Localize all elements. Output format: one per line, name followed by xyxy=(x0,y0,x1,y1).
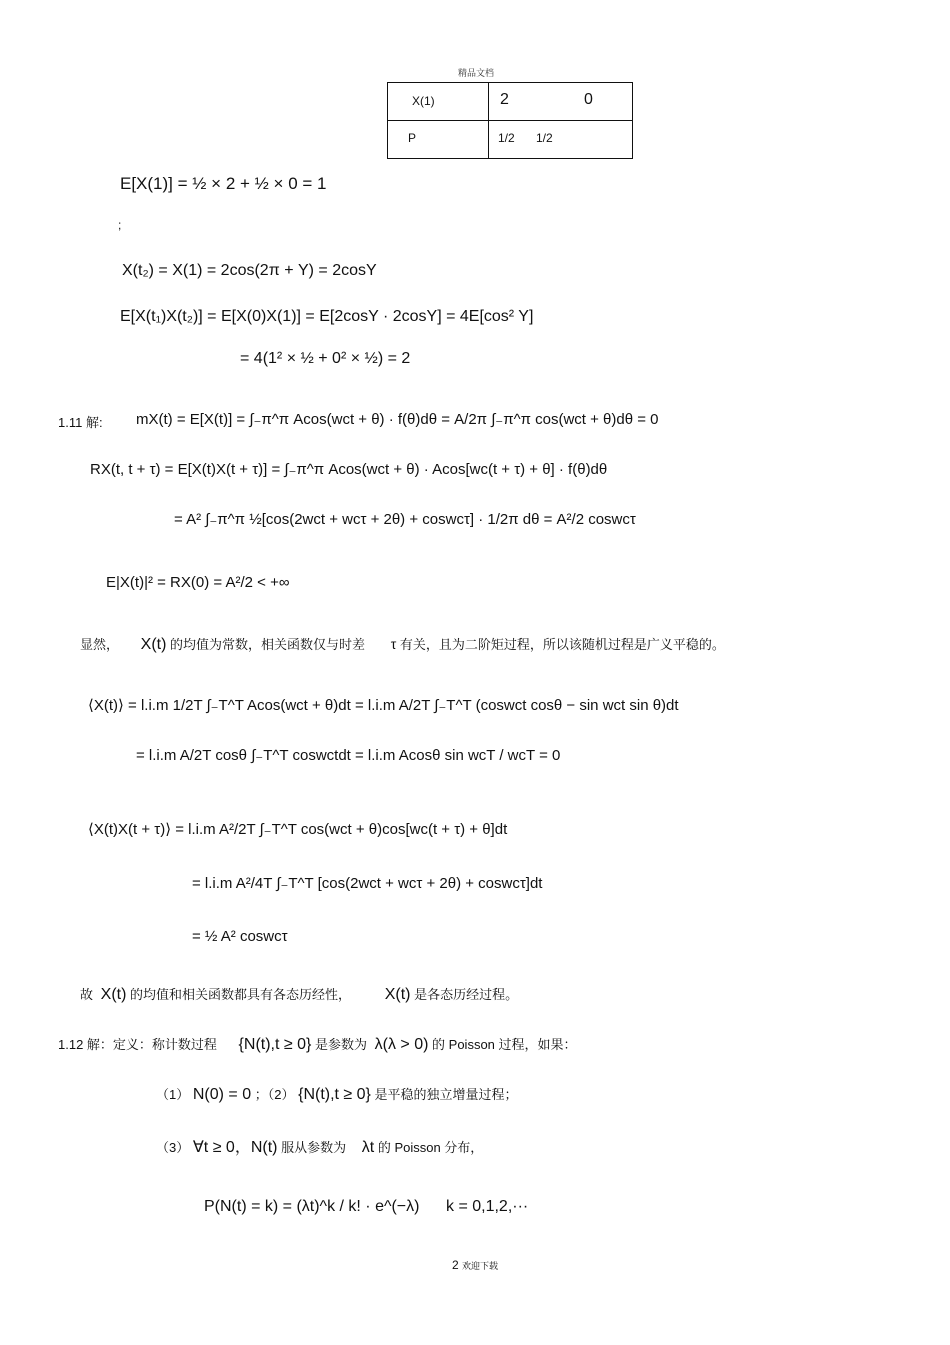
equation-time-correlation-3: = ½ A² coswcτ xyxy=(192,928,288,945)
symbol-lambda: λ(λ > 0) xyxy=(374,1036,429,1053)
equation-mean: mX(t) = E[X(t)] = ∫₋π^π Acos(wct + θ) · f(θ)dθ = A/2π ∫₋π^π cos(wct + θ)dθ = 0 xyxy=(136,411,659,428)
symbol-x-t: X(t) xyxy=(384,986,411,1003)
equation-second-moment: E|X(t)|² = RX(0) = A²/2 < +∞ xyxy=(106,574,290,591)
equation-time-average-2: = l.i.m A/2T cosθ ∫₋T^T coswctdt = l.i.m Acosθ sin wcT / wcT = 0 xyxy=(136,747,561,764)
table-row xyxy=(388,83,632,121)
table-cell-label: X(1) xyxy=(412,94,435,108)
set-counting-process: {N(t),t ≥ 0} xyxy=(298,1086,371,1103)
text-fragment: 有关，且为二阶矩过程，所以该随机过程是广义平稳的。 xyxy=(399,637,725,652)
condition-n0: N(0) = 0 xyxy=(192,1086,252,1103)
page-header: 精品文档 xyxy=(458,68,495,78)
equation-time-correlation-2: = l.i.m A²/4T ∫₋T^T [cos(2wct + wcτ + 2θ) + coswcτ]dt xyxy=(192,875,543,892)
page-number: 2 xyxy=(452,1258,459,1272)
table-cell-value: 2 xyxy=(500,91,509,108)
condition-line-1 xyxy=(156,1084,518,1104)
equation-poisson-pmf: P(N(t) = k) = (λt)^k / k! · e^(−λ) xyxy=(204,1198,420,1215)
text-fragment: 显然， xyxy=(80,637,120,652)
symbol-x-t: X(t) xyxy=(140,636,167,653)
equation-autocorrelation-1: RX(t, t + τ) = E[X(t)X(t + τ)] = ∫₋π^π Acos(wct + θ) · Acos[wc(t + τ) + θ] · f(θ)dθ xyxy=(90,461,608,478)
condition-label: ；（2） xyxy=(254,1087,295,1102)
distribution-table xyxy=(387,82,633,159)
condition-label: （1） xyxy=(156,1087,190,1102)
equation-autocorrelation-2: = A² ∫₋π^π ½[cos(2wct + wcτ + 2θ) + coswcτ] · 1/2π dθ = A²/2 coswcτ xyxy=(174,511,636,528)
text-fragment: 是参数为 xyxy=(314,1037,367,1052)
text-fragment: 服从参数为 xyxy=(281,1140,347,1155)
table-cell-value: 1/2 xyxy=(498,131,515,145)
symbol-x-t: X(t) xyxy=(100,986,127,1003)
text-fragment: 的均值为常数，相关函数仅与时差 xyxy=(170,637,366,652)
text-fragment: 的均值和相关函数都具有各态历经性， xyxy=(130,987,352,1002)
semicolon: ; xyxy=(118,218,122,232)
footer-text: 欢迎下载 xyxy=(462,1261,499,1271)
paragraph-poisson-definition xyxy=(58,1034,577,1054)
equation-expectation-x1: E[X(1)] = ½ × 2 + ½ × 0 = 1 xyxy=(120,174,327,193)
text-fragment: 的 Poisson 分布， xyxy=(377,1140,484,1155)
text-fragment: 是各态历经过程。 xyxy=(414,987,519,1002)
section-label-1-11: 1.11 解: xyxy=(58,415,103,430)
table-row xyxy=(388,121,632,158)
table-cell-value: 0 xyxy=(584,91,593,108)
condition-label: （3） xyxy=(156,1140,190,1155)
condition-line-3 xyxy=(156,1134,483,1157)
text-fragment: 的 Poisson 过程，如果： xyxy=(432,1037,577,1052)
paragraph-wide-sense-stationary xyxy=(80,634,725,654)
page-footer xyxy=(452,1258,498,1272)
text-fragment: 是平稳的独立增量过程； xyxy=(374,1087,518,1102)
set-counting-process: {N(t),t ≥ 0} xyxy=(238,1036,312,1053)
symbol-tau: τ xyxy=(390,636,397,652)
equation-correlation-b: = 4(1² × ½ + 0² × ½) = 2 xyxy=(240,350,411,367)
equation-correlation-a: E[X(t₁)X(t₂)] = E[X(0)X(1)] = E[2cosY · 2cosY] = 4E[cos² Y] xyxy=(120,308,534,325)
equation-time-correlation-1: ⟨X(t)X(t + τ)⟩ = l.i.m A²/2T ∫₋T^T cos(wct + θ)cos[wc(t + τ) + θ]dt xyxy=(88,821,508,838)
symbol-lambda-t: λt xyxy=(361,1139,375,1156)
equation-time-average-1: ⟨X(t)⟩ = l.i.m 1/2T ∫₋T^T Acos(wct + θ)dt = l.i.m A/2T ∫₋T^T (coswct cosθ − sin wct sin θ)dt xyxy=(88,697,679,714)
condition-forall: ∀t ≥ 0，N(t) xyxy=(192,1139,278,1156)
equation-k-range: k = 0,1,2,··· xyxy=(446,1198,529,1215)
paragraph-ergodic xyxy=(80,984,518,1004)
table-cell-value: 1/2 xyxy=(536,131,553,145)
text-fragment: 故 xyxy=(80,987,94,1002)
equation-x-t2: X(t₂) = X(1) = 2cos(2π + Y) = 2cosY xyxy=(122,262,377,279)
section-label-1-12: 1.12 解：定义：称计数过程 xyxy=(58,1037,217,1052)
table-cell-label: P xyxy=(408,131,417,145)
